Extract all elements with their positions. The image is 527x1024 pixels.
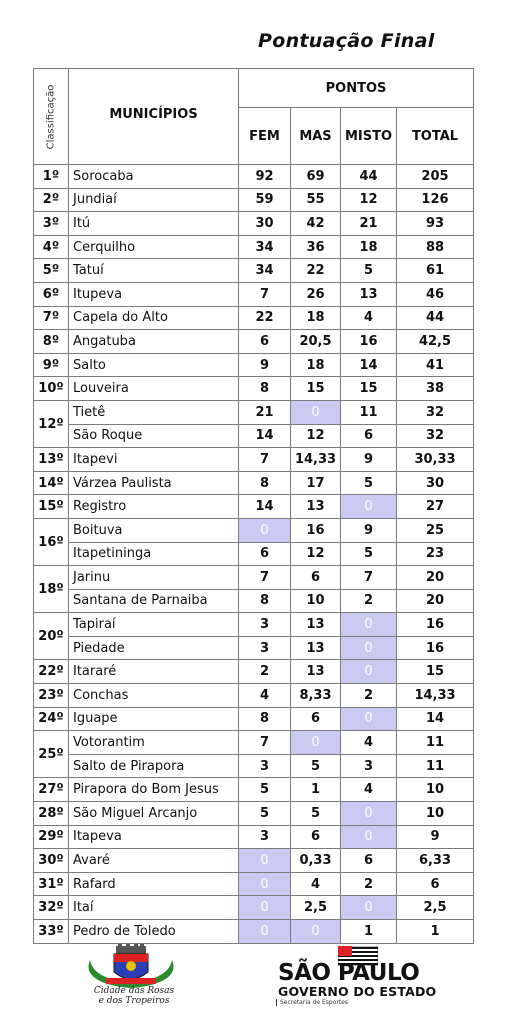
misto-points-cell: 9 <box>341 518 397 542</box>
mas-points-cell: 13 <box>291 495 341 519</box>
header-classificacao: Classificação <box>34 69 69 165</box>
total-points-cell: 20 <box>397 589 474 613</box>
total-points-cell: 16 <box>397 636 474 660</box>
fem-points-cell: 0 <box>239 872 291 896</box>
rank-cell: 2º <box>34 188 69 212</box>
mas-points-cell: 0,33 <box>291 849 341 873</box>
total-points-cell: 10 <box>397 778 474 802</box>
header-misto: MISTO <box>341 108 397 165</box>
municipio-cell: Cerquilho <box>69 235 239 259</box>
municipio-cell: Capela do Alto <box>69 306 239 330</box>
mas-points-cell: 13 <box>291 660 341 684</box>
misto-points-cell: 3 <box>341 754 397 778</box>
municipio-cell: Louveira <box>69 377 239 401</box>
misto-points-cell: 15 <box>341 377 397 401</box>
total-points-cell: 11 <box>397 754 474 778</box>
table-row <box>34 731 474 755</box>
table-row <box>34 353 474 377</box>
fem-points-cell: 7 <box>239 448 291 472</box>
misto-points-cell: 4 <box>341 306 397 330</box>
total-points-cell: 14 <box>397 707 474 731</box>
table-row <box>34 825 474 849</box>
total-points-cell: 41 <box>397 353 474 377</box>
total-points-cell: 6,33 <box>397 849 474 873</box>
misto-points-cell: 11 <box>341 400 397 424</box>
rank-cell: 5º <box>34 259 69 283</box>
fem-points-cell: 3 <box>239 754 291 778</box>
misto-points-cell: 5 <box>341 259 397 283</box>
mas-points-cell: 42 <box>291 212 341 236</box>
secretariat-label: Secretaria de Esportes <box>276 999 348 1006</box>
rank-cell: 10º <box>34 377 69 401</box>
misto-points-cell: 5 <box>341 542 397 566</box>
rank-cell: 12º <box>34 400 69 447</box>
misto-points-cell: 0 <box>341 660 397 684</box>
mas-points-cell: 6 <box>291 825 341 849</box>
total-points-cell: 93 <box>397 212 474 236</box>
rank-cell: 23º <box>34 684 69 708</box>
rank-cell: 18º <box>34 566 69 613</box>
table-row <box>34 566 474 590</box>
rank-cell: 13º <box>34 448 69 472</box>
misto-points-cell: 13 <box>341 282 397 306</box>
rank-cell: 31º <box>34 872 69 896</box>
mas-points-cell: 2,5 <box>291 896 341 920</box>
total-points-cell: 10 <box>397 802 474 826</box>
municipio-cell: Tapiraí <box>69 613 239 637</box>
mas-points-cell: 20,5 <box>291 330 341 354</box>
total-points-cell: 126 <box>397 188 474 212</box>
mas-points-cell: 13 <box>291 636 341 660</box>
fem-points-cell: 0 <box>239 518 291 542</box>
table-row <box>34 495 474 519</box>
municipio-cell: São Miguel Arcanjo <box>69 802 239 826</box>
municipio-cell: São Roque <box>69 424 239 448</box>
mas-points-cell: 4 <box>291 872 341 896</box>
misto-points-cell: 16 <box>341 330 397 354</box>
fem-points-cell: 3 <box>239 636 291 660</box>
table-row <box>34 377 474 401</box>
municipio-cell: Itú <box>69 212 239 236</box>
municipio-cell: Sorocaba <box>69 165 239 189</box>
municipio-cell: Santana de Parnaiba <box>69 589 239 613</box>
misto-points-cell: 0 <box>341 825 397 849</box>
municipio-cell: Votorantim <box>69 731 239 755</box>
misto-points-cell: 12 <box>341 188 397 212</box>
total-points-cell: 27 <box>397 495 474 519</box>
rank-cell: 24º <box>34 707 69 731</box>
mas-points-cell: 5 <box>291 754 341 778</box>
municipio-cell: Itararé <box>69 660 239 684</box>
total-points-cell: 61 <box>397 259 474 283</box>
fem-points-cell: 5 <box>239 778 291 802</box>
misto-points-cell: 18 <box>341 235 397 259</box>
table-row <box>34 613 474 637</box>
mas-points-cell: 0 <box>291 731 341 755</box>
total-points-cell: 9 <box>397 825 474 849</box>
mas-points-cell: 12 <box>291 542 341 566</box>
municipio-cell: Itapeva <box>69 825 239 849</box>
rank-cell: 16º <box>34 518 69 565</box>
municipio-cell: Piedade <box>69 636 239 660</box>
total-points-cell: 44 <box>397 306 474 330</box>
total-points-cell: 15 <box>397 660 474 684</box>
rank-cell: 4º <box>34 235 69 259</box>
mas-points-cell: 26 <box>291 282 341 306</box>
total-points-cell: 1 <box>397 920 474 944</box>
rank-cell: 28º <box>34 802 69 826</box>
fem-points-cell: 0 <box>239 896 291 920</box>
mas-points-cell: 36 <box>291 235 341 259</box>
mas-points-cell: 1 <box>291 778 341 802</box>
city-motto: Cidade das Rosas e dos Tropeiros <box>93 986 175 1006</box>
total-points-cell: 205 <box>397 165 474 189</box>
mas-points-cell: 0 <box>291 400 341 424</box>
header-mas: MAS <box>291 108 341 165</box>
page-title: Pontuação Final <box>258 30 435 52</box>
table-row <box>34 849 474 873</box>
fem-points-cell: 14 <box>239 495 291 519</box>
mas-points-cell: 55 <box>291 188 341 212</box>
rank-cell: 22º <box>34 660 69 684</box>
total-points-cell: 14,33 <box>397 684 474 708</box>
city-coat-of-arms-icon <box>78 944 183 990</box>
municipio-cell: Rafard <box>69 872 239 896</box>
municipio-cell: Boituva <box>69 518 239 542</box>
mas-points-cell: 10 <box>291 589 341 613</box>
rank-cell: 29º <box>34 825 69 849</box>
municipio-cell: Avaré <box>69 849 239 873</box>
header-municipios: MUNICÍPIOS <box>69 69 239 165</box>
misto-points-cell: 0 <box>341 613 397 637</box>
table-row <box>34 754 474 778</box>
fem-points-cell: 0 <box>239 920 291 944</box>
misto-points-cell: 6 <box>341 849 397 873</box>
rank-cell: 8º <box>34 330 69 354</box>
fem-points-cell: 2 <box>239 660 291 684</box>
fem-points-cell: 6 <box>239 330 291 354</box>
table-row <box>34 802 474 826</box>
mas-points-cell: 17 <box>291 471 341 495</box>
state-government-logo <box>268 946 448 1008</box>
rank-cell: 1º <box>34 165 69 189</box>
municipio-cell: Tietê <box>69 400 239 424</box>
mas-points-cell: 13 <box>291 613 341 637</box>
table-row <box>34 448 474 472</box>
table-row <box>34 778 474 802</box>
misto-points-cell: 0 <box>341 636 397 660</box>
table-row <box>34 542 474 566</box>
municipio-cell: Iguape <box>69 707 239 731</box>
total-points-cell: 46 <box>397 282 474 306</box>
table-row <box>34 518 474 542</box>
table-row <box>34 259 474 283</box>
misto-points-cell: 21 <box>341 212 397 236</box>
misto-points-cell: 4 <box>341 731 397 755</box>
municipio-cell: Registro <box>69 495 239 519</box>
fem-points-cell: 34 <box>239 259 291 283</box>
mas-points-cell: 18 <box>291 353 341 377</box>
municipio-cell: Angatuba <box>69 330 239 354</box>
table-row <box>34 684 474 708</box>
rank-cell: 32º <box>34 896 69 920</box>
rank-cell: 7º <box>34 306 69 330</box>
municipio-cell: Itupeva <box>69 282 239 306</box>
table-row <box>34 282 474 306</box>
fem-points-cell: 6 <box>239 542 291 566</box>
mas-points-cell: 6 <box>291 707 341 731</box>
fem-points-cell: 14 <box>239 424 291 448</box>
total-points-cell: 88 <box>397 235 474 259</box>
table-row <box>34 400 474 424</box>
table-row <box>34 896 474 920</box>
rank-cell: 33º <box>34 920 69 944</box>
fem-points-cell: 7 <box>239 731 291 755</box>
mas-points-cell: 15 <box>291 377 341 401</box>
fem-points-cell: 8 <box>239 589 291 613</box>
table-row <box>34 165 474 189</box>
fem-points-cell: 22 <box>239 306 291 330</box>
municipio-cell: Salto de Pirapora <box>69 754 239 778</box>
table-row <box>34 212 474 236</box>
municipio-cell: Várzea Paulista <box>69 471 239 495</box>
table-row <box>34 707 474 731</box>
government-label: GOVERNO DO ESTADO <box>278 984 437 999</box>
total-points-cell: 6 <box>397 872 474 896</box>
fem-points-cell: 7 <box>239 566 291 590</box>
mas-points-cell: 8,33 <box>291 684 341 708</box>
mas-points-cell: 22 <box>291 259 341 283</box>
mas-points-cell: 18 <box>291 306 341 330</box>
fem-points-cell: 0 <box>239 849 291 873</box>
table-row <box>34 636 474 660</box>
table-row <box>34 235 474 259</box>
municipio-cell: Itapetininga <box>69 542 239 566</box>
misto-points-cell: 6 <box>341 424 397 448</box>
city-logo <box>78 944 183 1014</box>
table-row <box>34 872 474 896</box>
fem-points-cell: 8 <box>239 707 291 731</box>
table-row <box>34 660 474 684</box>
municipio-cell: Tatuí <box>69 259 239 283</box>
fem-points-cell: 30 <box>239 212 291 236</box>
table-row <box>34 306 474 330</box>
total-points-cell: 11 <box>397 731 474 755</box>
rank-cell: 9º <box>34 353 69 377</box>
table-row <box>34 471 474 495</box>
mas-points-cell: 69 <box>291 165 341 189</box>
misto-points-cell: 14 <box>341 353 397 377</box>
table-row <box>34 330 474 354</box>
total-points-cell: 38 <box>397 377 474 401</box>
rank-cell: 3º <box>34 212 69 236</box>
fem-points-cell: 5 <box>239 802 291 826</box>
total-points-cell: 32 <box>397 400 474 424</box>
rank-cell: 6º <box>34 282 69 306</box>
municipio-cell: Itaí <box>69 896 239 920</box>
municipio-cell: Jarinu <box>69 566 239 590</box>
total-points-cell: 30,33 <box>397 448 474 472</box>
total-points-cell: 32 <box>397 424 474 448</box>
municipio-cell: Conchas <box>69 684 239 708</box>
table-row <box>34 589 474 613</box>
misto-points-cell: 0 <box>341 495 397 519</box>
fem-points-cell: 21 <box>239 400 291 424</box>
fem-points-cell: 7 <box>239 282 291 306</box>
table-row <box>34 424 474 448</box>
misto-points-cell: 4 <box>341 778 397 802</box>
total-points-cell: 20 <box>397 566 474 590</box>
fem-points-cell: 92 <box>239 165 291 189</box>
fem-points-cell: 8 <box>239 377 291 401</box>
municipio-cell: Pirapora do Bom Jesus <box>69 778 239 802</box>
misto-points-cell: 44 <box>341 165 397 189</box>
fem-points-cell: 9 <box>239 353 291 377</box>
misto-points-cell: 1 <box>341 920 397 944</box>
mas-points-cell: 12 <box>291 424 341 448</box>
total-points-cell: 25 <box>397 518 474 542</box>
municipio-cell: Jundiaí <box>69 188 239 212</box>
misto-points-cell: 9 <box>341 448 397 472</box>
rank-cell: 30º <box>34 849 69 873</box>
total-points-cell: 30 <box>397 471 474 495</box>
total-points-cell: 2,5 <box>397 896 474 920</box>
table-row <box>34 188 474 212</box>
header-total: TOTAL <box>397 108 474 165</box>
municipio-cell: Itapevi <box>69 448 239 472</box>
header-fem: FEM <box>239 108 291 165</box>
misto-points-cell: 2 <box>341 872 397 896</box>
total-points-cell: 42,5 <box>397 330 474 354</box>
rank-cell: 20º <box>34 613 69 660</box>
municipio-cell: Salto <box>69 353 239 377</box>
mas-points-cell: 6 <box>291 566 341 590</box>
rank-cell: 27º <box>34 778 69 802</box>
misto-points-cell: 2 <box>341 589 397 613</box>
table-row <box>34 920 474 944</box>
state-name: SÃO PAULO <box>278 960 420 986</box>
fem-points-cell: 3 <box>239 825 291 849</box>
mas-points-cell: 16 <box>291 518 341 542</box>
rank-cell: 25º <box>34 731 69 778</box>
rank-cell: 14º <box>34 471 69 495</box>
misto-points-cell: 5 <box>341 471 397 495</box>
total-points-cell: 16 <box>397 613 474 637</box>
fem-points-cell: 59 <box>239 188 291 212</box>
misto-points-cell: 0 <box>341 707 397 731</box>
misto-points-cell: 2 <box>341 684 397 708</box>
mas-points-cell: 5 <box>291 802 341 826</box>
rank-cell: 15º <box>34 495 69 519</box>
fem-points-cell: 8 <box>239 471 291 495</box>
mas-points-cell: 0 <box>291 920 341 944</box>
score-table <box>33 68 474 944</box>
misto-points-cell: 7 <box>341 566 397 590</box>
mas-points-cell: 14,33 <box>291 448 341 472</box>
fem-points-cell: 3 <box>239 613 291 637</box>
table-body <box>34 165 474 944</box>
total-points-cell: 23 <box>397 542 474 566</box>
misto-points-cell: 0 <box>341 802 397 826</box>
fem-points-cell: 4 <box>239 684 291 708</box>
header-pontos: PONTOS <box>239 69 474 108</box>
fem-points-cell: 34 <box>239 235 291 259</box>
municipio-cell: Pedro de Toledo <box>69 920 239 944</box>
misto-points-cell: 0 <box>341 896 397 920</box>
